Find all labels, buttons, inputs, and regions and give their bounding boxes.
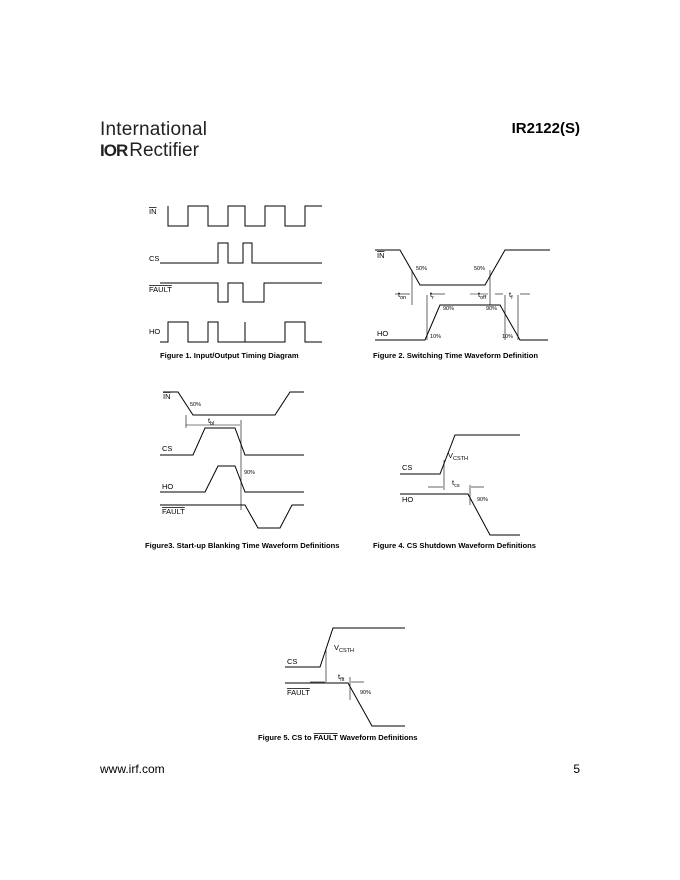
fig2-50-right: 50% [474,266,486,272]
fig2-90-right: 90% [486,306,498,312]
fig4-cs-label: CS [402,463,413,472]
fig5-markers [310,650,364,700]
fig5-tflt: $t_{flt}$ [338,672,345,683]
fig3-cs-label: CS [162,444,173,453]
fig3-ho-label: HO [162,482,174,491]
fig1-ho-label: HO [149,327,161,336]
fig1-in-waveform [168,206,322,226]
fig4-caption: Figure 4. CS Shutdown Waveform Definitions [373,541,536,550]
fig2-ton: $t_{on}$ [398,290,407,301]
fig2-in-waveform [375,250,550,285]
fig3-50: 50% [190,402,202,408]
fig5-cs-label: CS [287,657,298,666]
fig4-tcs: $t_{cs}$ [452,478,460,489]
fig4-90: 90% [477,497,489,503]
fig1-fault-label: FAULT [149,285,172,294]
fig2-toff: $t_{off}$ [478,290,487,301]
fig2-90-left: 90% [443,306,455,312]
fig5-fault-label: FAULT [287,688,310,697]
fig3-tbl: $t_{bl}$ [208,416,215,427]
fig1-fault-waveform [160,283,322,302]
fig2-ho-label: HO [377,329,389,338]
fig5-vcsth: $V_{CSTH}$ [334,643,354,654]
part-number: IR2122(S) [511,120,580,137]
fig1-cs-label: CS [149,254,160,263]
fig2-tr: $t_r$ [430,290,434,301]
footer-url[interactable]: www.irf.com [100,762,165,776]
fig3-90: 90% [244,470,256,476]
fig3-ho-waveform [160,466,304,492]
fig3-in-label: IN [163,392,171,401]
page-number: 5 [573,762,580,776]
fig2-ho-waveform [375,305,548,340]
fig2-in-label: IN [377,251,385,260]
fig3-caption: Figure3. Start-up Blanking Time Waveform Definitions [145,541,340,550]
fig3-markers [186,415,241,510]
fig3-in-waveform [163,392,304,415]
fig3-fault-label: FAULT [162,507,185,516]
logo-mark: IOR [100,141,128,160]
logo-international: International [100,119,208,140]
fig4-vcsth: $V_{CSTH}$ [448,451,468,462]
fig3-cs-waveform [160,428,304,455]
fig1-in-label: IN [149,207,157,216]
logo-rectifier: Rectifier [129,140,199,161]
fig4-ho-label: HO [402,495,414,504]
fig2-10-right: 10% [502,334,514,340]
fig1-ho-waveform [160,322,322,342]
fig4-ho-waveform [400,494,520,535]
fig5-90: 90% [360,690,372,696]
fig1-cs-waveform [160,243,322,263]
fig4-cs-waveform [400,435,520,474]
fig2-50-left: 50% [416,266,428,272]
fig2-tf: $t_f$ [509,290,513,301]
fig2-10-left: 10% [430,334,442,340]
fig5-caption: Figure 5. CS to FAULT Waveform Definitions [258,733,418,742]
fig2-caption: Figure 2. Switching Time Waveform Definition [373,351,538,360]
fig1-caption: Figure 1. Input/Output Timing Diagram [160,351,299,360]
